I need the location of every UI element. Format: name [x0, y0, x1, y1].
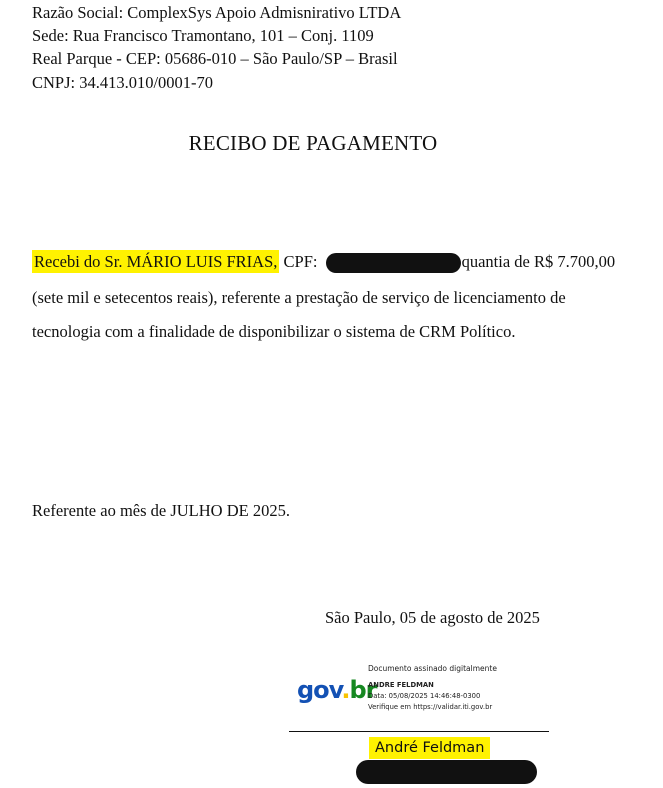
- receipt-line-2: (sete mil e setecentos reais), referente a prestação de serviço de licenciamento de: [32, 288, 566, 307]
- cpf-label: CPF:: [279, 252, 322, 271]
- company-name: Razão Social: ComplexSys Apoio Admisnirativo LTDA: [32, 3, 402, 22]
- govbr-logo-br: br: [349, 676, 377, 704]
- company-cnpj: CNPJ: 34.413.010/0001-70: [32, 73, 214, 92]
- highlighted-payer: Recebi do Sr. MÁRIO LUIS FRIAS,: [34, 252, 278, 271]
- signatory-name-highlight: André Feldman: [369, 737, 490, 759]
- receipt-line-3: tecnologia com a finalidade de disponibilizar o sistema de CRM Político.: [32, 322, 516, 341]
- signature-signer: ANDRE FELDMAN: [368, 681, 434, 689]
- receipt-line-1: [32, 251, 615, 273]
- signature-date: Data: 05/08/2025 14:46:48-0300: [368, 692, 481, 700]
- company-postal-address: Real Parque - CEP: 05686-010 – São Paulo/SP – Brasil: [32, 49, 398, 68]
- govbr-logo-dot: .: [341, 676, 350, 704]
- signature-verify-url: Verifique em https://validar.iti.gov.br: [368, 703, 493, 711]
- amount-text: quantia de R$ 7.700,00: [461, 252, 616, 271]
- document-title: RECIBO DE PAGAMENTO: [188, 131, 438, 155]
- date-place: São Paulo, 05 de agosto de 2025: [325, 608, 540, 627]
- redaction-document-id: [356, 760, 537, 784]
- govbr-logo-gov: gov: [297, 676, 342, 704]
- reference-month: Referente ao mês de JULHO DE 2025.: [32, 501, 290, 520]
- govbr-logo: [297, 676, 377, 704]
- signature-line: [289, 731, 549, 732]
- redaction-cpf: [326, 253, 461, 273]
- signature-heading: Documento assinado digitalmente: [368, 664, 497, 673]
- signatory-name: [369, 737, 490, 759]
- company-address: Sede: Rua Francisco Tramontano, 101 – Conj. 1109: [32, 26, 374, 45]
